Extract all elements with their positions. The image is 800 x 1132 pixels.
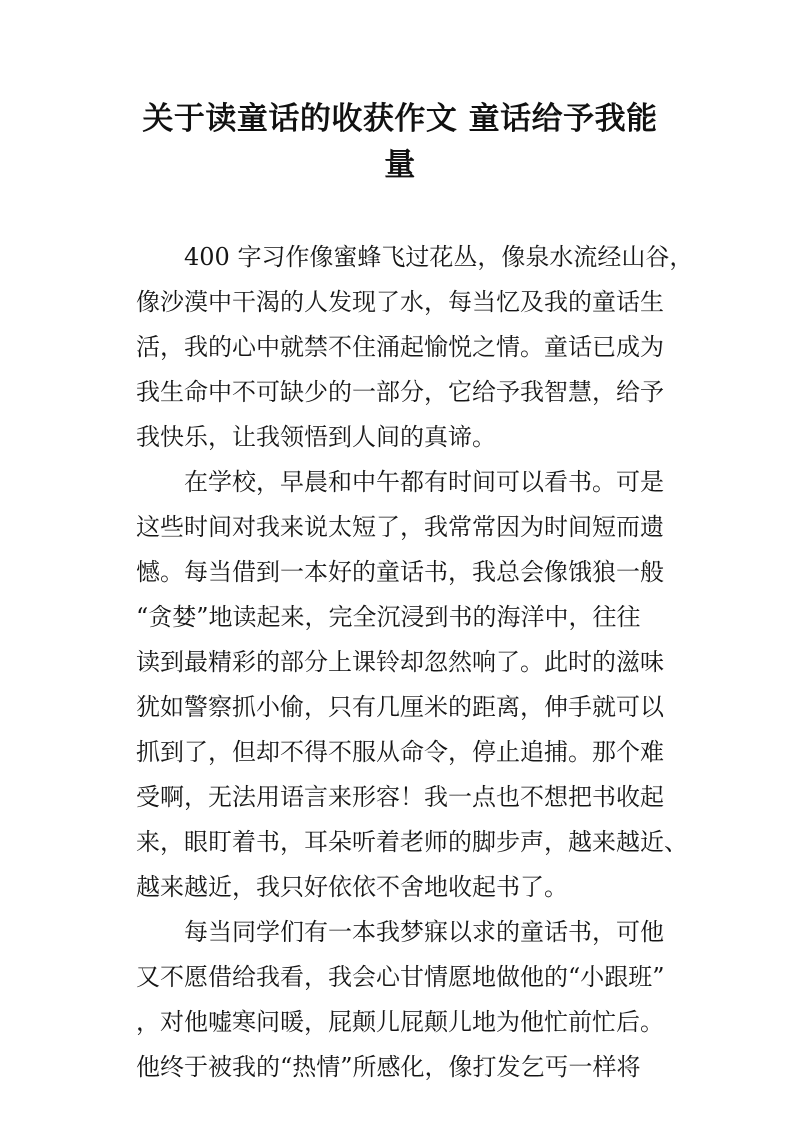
paragraph-2-line-1: 在学校，早晨和中午都有时间可以看书。可是 <box>184 468 664 496</box>
paragraph-2-line-5: 读到最精彩的部分上课铃却忽然响了。此时的滋味 <box>136 648 664 676</box>
paragraph-3-line-1: 每当同学们有一本我梦寐以求的童话书，可他 <box>184 918 664 946</box>
paragraph-2-line-4: “贪婪”地读起来，完全沉浸到书的海洋中，往往 <box>136 603 641 631</box>
paragraph-2-line-7: 抓到了，但却不得不服从命令，停止追捕。那个难 <box>136 738 664 766</box>
paragraph-2-line-2: 这些时间对我来说太短了，我常常因为时间短而遗 <box>136 513 664 541</box>
paragraph-2-line-9: 来，眼盯着书，耳朵听着老师的脚步声，越来越近、 <box>136 828 688 856</box>
paragraph-3-line-2: 又不愿借给我看，我会心甘情愿地做他的“小跟班” <box>136 963 665 991</box>
paragraph-3-line-3: ，对他嘘寒问暖，屁颠儿屁颠儿地为他忙前忙后。 <box>136 1008 664 1036</box>
paragraph-2-line-6: 犹如警察抓小偷，只有几厘米的距离，伸手就可以 <box>136 693 664 721</box>
title-line: 关于读童话的收获作文 童话给予我能 <box>142 101 658 137</box>
paragraph-2-line-10: 越来越近，我只好依依不舍地收起书了。 <box>136 873 568 901</box>
paragraph-2-line-3: 憾。每当借到一本好的童话书，我总会像饿狼一般 <box>136 558 664 586</box>
paragraph-1-line-2: 像沙漠中干渴的人发现了水，每当忆及我的童话生 <box>136 288 664 316</box>
paragraph-1-line-3: 活，我的心中就禁不住涌起愉悦之情。童话已成为 <box>136 333 664 361</box>
paragraph-1-line-5: 我快乐，让我领悟到人间的真谛。 <box>136 423 496 451</box>
paragraph-3-line-4: 他终于被我的“热情”所感化，像打发乞丐一样将 <box>136 1053 641 1081</box>
page-title <box>120 96 680 188</box>
paragraph-1-line-1: 400 字习作像蜜蜂飞过花丛，像泉水流经山谷， <box>184 243 694 271</box>
paragraph-2-line-8: 受啊，无法用语言来形容！我一点也不想把书收起 <box>136 783 664 811</box>
title-line: 量 <box>384 147 416 183</box>
paragraph-1-line-4: 我生命中不可缺少的一部分，它给予我智慧，给予 <box>136 378 664 406</box>
